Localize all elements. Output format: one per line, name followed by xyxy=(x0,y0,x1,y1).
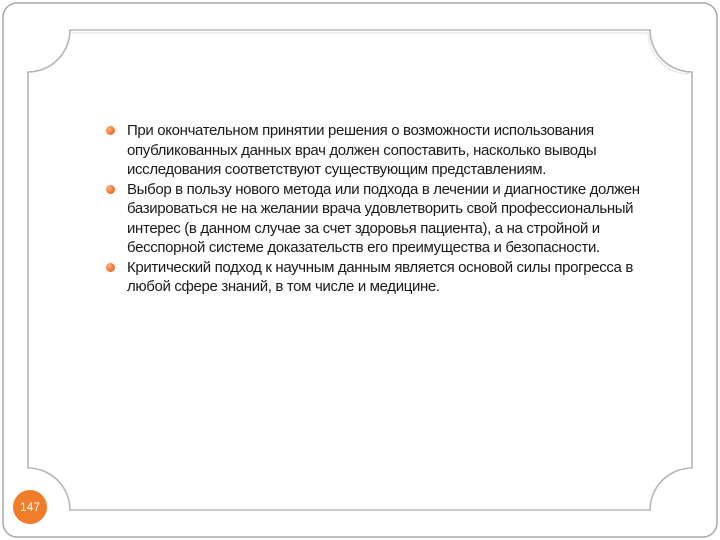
bullet-list xyxy=(104,121,644,297)
bullet-text: При окончательном принятии решения о возможности использования опубликованных данных врач должен сопоставить, насколько выводы исследования соответствуют существующим представлениям. xyxy=(127,122,597,178)
bullet-text: Выбор в пользу нового метода или подхода в лечении и диагностике должен базироваться не на желании врача удовлетворить свой профессиональный интерес (в данном случае за счет здоровья пациента), а на стройной и бесспорной системе доказательств его преимущества и безопасности. xyxy=(127,180,640,256)
bullet-item xyxy=(104,121,644,180)
page-number-badge xyxy=(13,490,47,524)
bullet-item xyxy=(104,258,644,297)
bullet-icon xyxy=(106,263,115,272)
bullet-icon xyxy=(106,185,115,194)
bullet-item xyxy=(104,180,644,258)
bullet-icon xyxy=(106,126,115,135)
page-number: 147 xyxy=(19,500,41,514)
bullet-text: Критический подход к научным данным является основой силы прогресса в любой сфере знаний, в том числе и медицине. xyxy=(127,258,633,295)
